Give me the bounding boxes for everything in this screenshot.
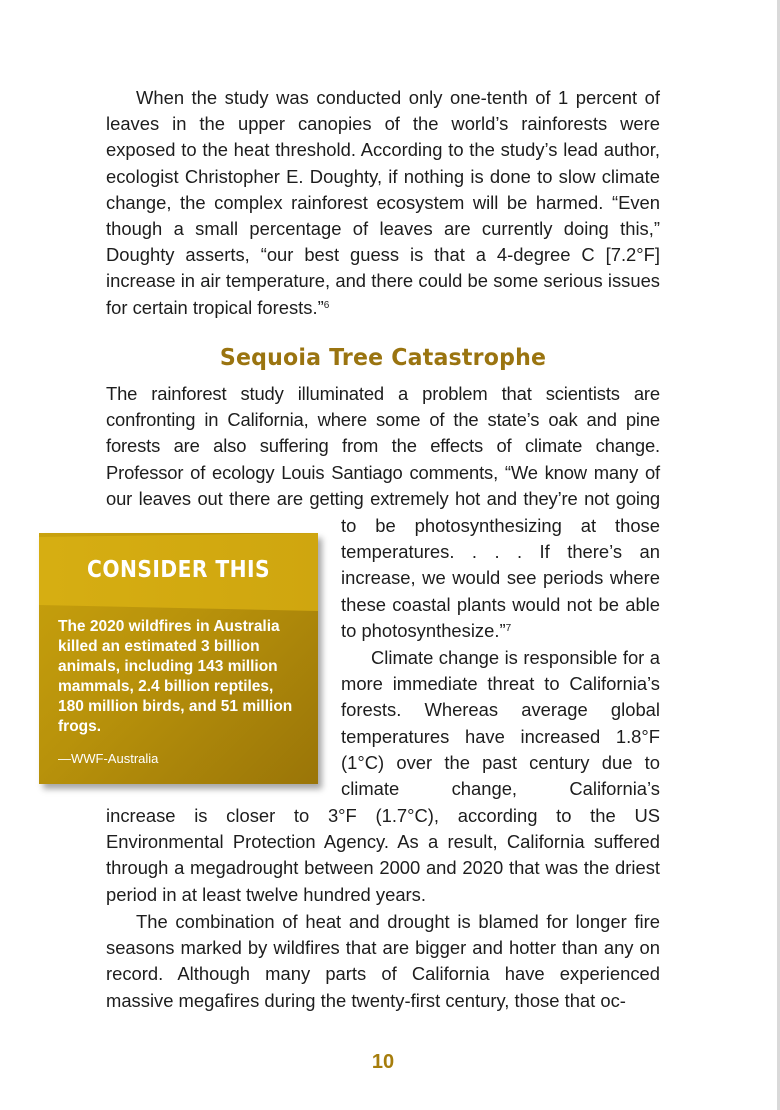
page-number: 10 <box>371 1051 395 1073</box>
sidebar-source: —WWF-Australia <box>58 751 159 766</box>
paragraph-text: to be photosynthesizing at those temperatures. . . . If there’s an increase, we would see periods where these coastal plants would not be able to photosynthesize.” <box>341 515 660 641</box>
sidebar-title: CONSIDER THIS <box>87 557 270 583</box>
sidebar-body: The 2020 wildfires in Australia killed an estimated 3 billion animals, including 143 million mammals, 2.4 billion reptiles, 180 million birds, and 51 million frogs. <box>58 618 293 735</box>
consider-this-sidebar <box>39 533 318 784</box>
paragraph-california-oak-pine: The rainforest study illuminated a problem that scientists are confronting in California, where some of the state’s oak and pine forests are also suffering from the effects of climate change. Professor of ecology Louis Santiago comments, “We know many of our leaves out there are getting extremely hot and they’re not going <box>106 383 660 509</box>
footnote-marker: 7 <box>505 622 512 634</box>
paragraph-immediate-threat: Climate change is responsible for a more immediate threat to California’s forests. Whereas average global temperatures have increased 1.8°F (1°C) over the past century due to climate change, California’s <box>341 647 660 800</box>
paragraph-text: When the study was conducted only one-tenth of 1 percent of leaves in the upper canopies of the world’s rainforests were exposed to the heat threshold. According to the study’s lead author, ecologist Christopher E. Doughty, if nothing is done to slow climate change, the complex rainforest ecosystem will be harmed. “Even though a small percentage of leaves are currently doing this,” Doughty asserts, “our best guess is that a 4-degree C [7.2°F] increase in air temperature, and there could be some serious issues for certain tropical forests.” <box>106 87 660 318</box>
paragraph-megadrought: increase is closer to 3°F (1.7°C), according to the US Environmental Protection Agency. As a result, California suffered through a megadrought between 2000 and 2020 that was the driest period in at least twelve hundred years. <box>106 805 660 905</box>
paragraph-santiago-quote-continued <box>341 513 660 644</box>
footnote-marker: 6 <box>323 299 330 311</box>
paragraph-fire-seasons: The combination of heat and drought is blamed for longer fire seasons marked by wildfires that are bigger and hotter than any on record. Although many parts of California have experienced massive megafires during the twenty-first century, those that oc- <box>106 911 660 1011</box>
section-heading: Sequoia Tree Catastrophe <box>219 345 547 371</box>
paragraph-rainforest-study <box>106 85 660 321</box>
